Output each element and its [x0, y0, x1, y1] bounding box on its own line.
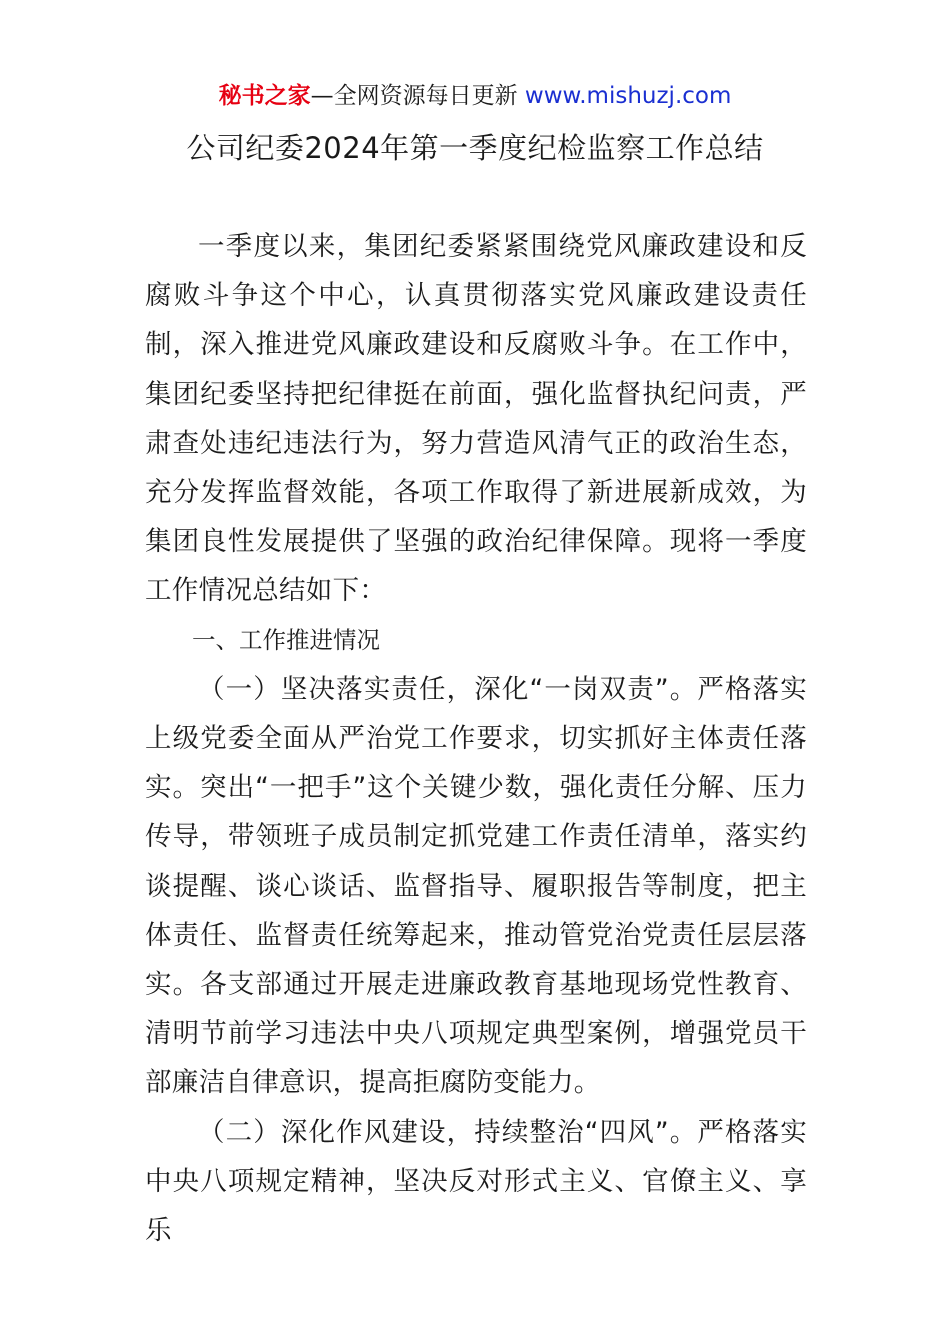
- brand-name: 秘书之家: [218, 83, 311, 109]
- item-paragraph-1: （一）坚决落实责任，深化“一岗双责”。严格落实上级党委全面从严治党工作要求，切实抓好主体责任落实。突出“一把手”这个关键少数，强化责任分解、压力传导，带领班子成员制定抓党建工作责任清单，落实约谈提醒、谈心谈话、监督指导、履职报告等制度，把主体责任、监督责任统筹起来，推动管党治党责任层层落实。各支部通过开展走进廉政教育基地现场党性教育、清明节前学习违法中央八项规定典型案例，增强党员干部廉洁自律意识，提高拒腐防变能力。: [145, 673, 807, 1099]
- site-url-link[interactable]: www.mishuzj.com: [524, 83, 732, 109]
- item-paragraph-2: （二）深化作风建设，持续整治“四风”。严格落实中央八项规定精神，坚决反对形式主义、官僚主义、享乐: [145, 1116, 807, 1247]
- intro-paragraph: 一季度以来，集团纪委紧紧围绕党风廉政建设和反腐败斗争这个中心，认真贯彻落实党风廉政建设责任制，深入推进党风廉政建设和反腐败斗争。在工作中，集团纪委坚持把纪律挺在前面，强化监督执纪问责，严肃查处违纪违法行为，努力营造风清气正的政治生态，充分发挥监督效能，各项工作取得了新进展新成效，为集团良性发展提供了坚强的政治纪律保障。现将一季度工作情况总结如下：: [145, 231, 807, 607]
- header-tagline: —全网资源每日更新: [310, 83, 525, 109]
- site-header: [0, 80, 950, 112]
- section-heading: 一、工作推进情况: [192, 625, 380, 654]
- document-body: [145, 222, 807, 1255]
- document-title: 公司纪委2024年第一季度纪检监察工作总结: [186, 131, 764, 165]
